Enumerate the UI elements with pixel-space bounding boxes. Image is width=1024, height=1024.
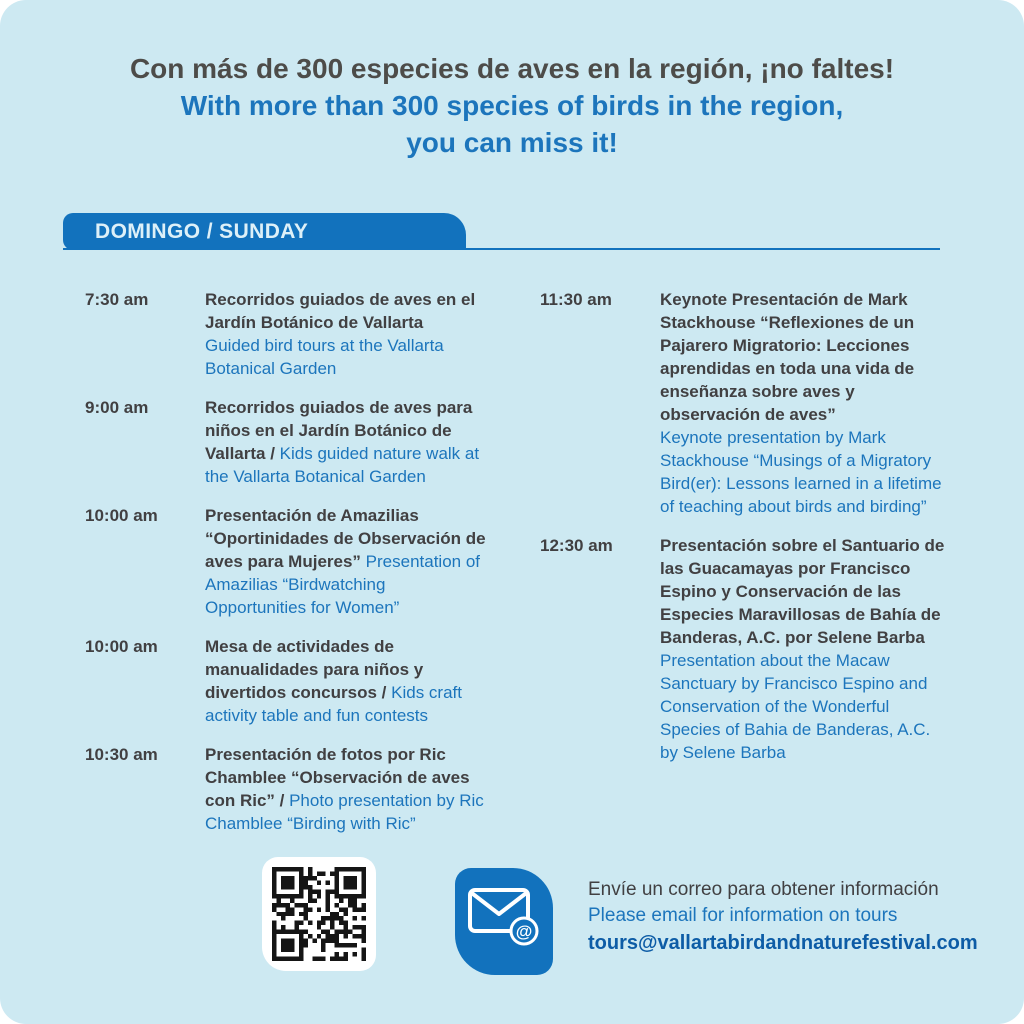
contact-info xyxy=(588,877,978,957)
event-time: 7:30 am xyxy=(85,290,149,309)
event-description xyxy=(205,396,490,488)
event-description xyxy=(205,504,490,619)
header-title-spanish: Con más de 300 especies de aves en la región, ¡no faltes! xyxy=(129,53,895,84)
event-title-en: Presentation of Amazilias “Birdwatching Opportunities for Women” xyxy=(205,552,481,617)
event-title-es: Keynote Presentación de Mark Stackhouse “Reflexiones de un Pajarero Migratorio: Lecciones aprendidas en toda una vida de enseñanza sobre aves y observación de aves” xyxy=(660,290,915,424)
day-banner xyxy=(63,213,466,250)
event-title-es: Presentación de fotos por Ric Chamblee “Observación de aves con Ric” / xyxy=(205,745,470,810)
schedule-item xyxy=(85,288,490,380)
contact-info-en: Please email for information on tours xyxy=(588,905,898,926)
event-title-es: Recorridos guiados de aves para niños en el Jardín Botánico de Vallarta / xyxy=(205,398,473,463)
header-title-english-line2: you can miss it! xyxy=(406,127,618,158)
event-title-en: Guided bird tours at the Vallarta Botanical Garden xyxy=(205,336,444,378)
qr-code-image xyxy=(272,867,366,961)
event-title-es: Presentación de Amazilias “Oportinidades de Observación de aves para Mujeres” xyxy=(205,506,486,571)
schedule-item xyxy=(85,635,490,727)
schedule-item xyxy=(540,534,945,764)
event-description xyxy=(205,288,490,380)
schedule-column-right xyxy=(540,288,945,780)
event-time: 10:30 am xyxy=(85,745,158,764)
event-title-en: Kids guided nature walk at the Vallarta Botanical Garden xyxy=(205,444,480,486)
flyer-header xyxy=(0,50,1024,161)
event-time: 10:00 am xyxy=(85,637,158,656)
event-description xyxy=(660,288,945,518)
event-time: 10:00 am xyxy=(85,506,158,525)
event-time: 9:00 am xyxy=(85,398,149,417)
event-description xyxy=(205,743,490,835)
email-icon xyxy=(467,886,541,950)
event-time: 11:30 am xyxy=(540,290,612,309)
event-description xyxy=(660,534,945,764)
event-title-es: Presentación sobre el Santuario de las Guacamayas por Francisco Espino y Conservación de las Especies Maravillosas de Bahía de Banderas, A.C. por Selene Barba xyxy=(660,536,945,647)
svg-text:@: @ xyxy=(515,922,533,941)
schedule-item xyxy=(85,743,490,835)
email-address[interactable]: tours@vallartabirdandnaturefestival.com xyxy=(588,932,978,954)
event-title-es: Recorridos guiados de aves en el Jardín Botánico de Vallarta xyxy=(205,290,476,332)
schedule-item xyxy=(85,504,490,619)
event-title-en: Presentation about the Macaw Sanctuary by Francisco Espino and Conservation of the Wonderful Species of Bahia de Banderas, A.C. by Selene Barba xyxy=(660,651,931,762)
event-title-en: Kids craft activity table and fun contests xyxy=(205,683,462,725)
event-title-es: Mesa de actividades de manualidades para niños y divertidos concursos / xyxy=(205,637,424,702)
event-title-en: Keynote presentation by Mark Stackhouse “Musings of a Migratory Bird(er): Lessons learned in a lifetime of teaching about birds and birding” xyxy=(660,428,942,516)
day-banner-label: DOMINGO / SUNDAY xyxy=(95,220,309,243)
event-time: 12:30 am xyxy=(540,536,613,555)
event-description xyxy=(205,635,490,727)
event-title-en: Photo presentation by Ric Chamblee “Birding with Ric” xyxy=(205,791,484,833)
schedule-item xyxy=(85,396,490,488)
schedule-item xyxy=(540,288,945,518)
email-badge xyxy=(455,868,553,975)
qr-code xyxy=(262,857,376,971)
contact-info-es: Envíe un correo para obtener información xyxy=(588,879,939,900)
schedule-column-left xyxy=(85,288,490,851)
header-title-english-line1: With more than 300 species of birds in the region, xyxy=(180,90,844,121)
